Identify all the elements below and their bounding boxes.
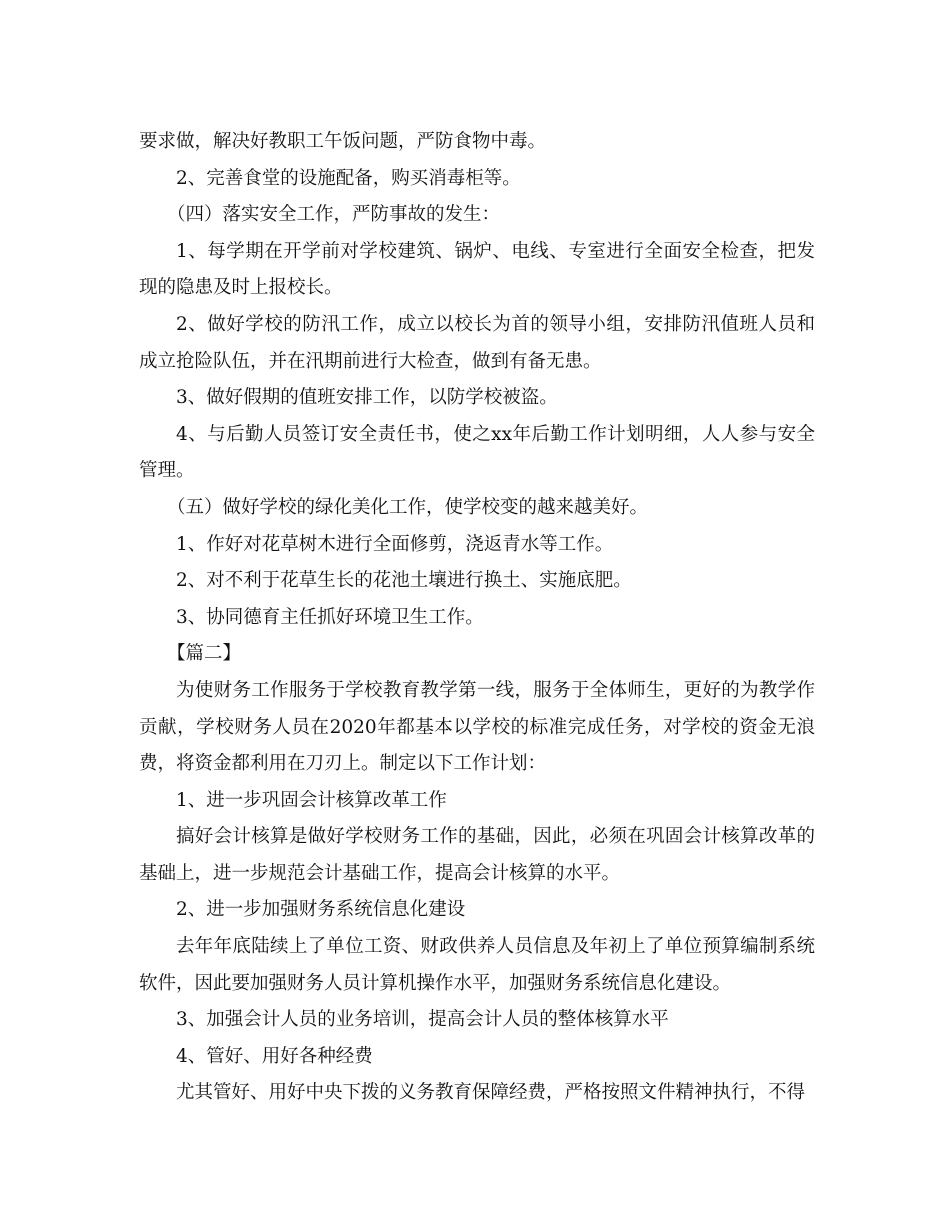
paragraph-4: 2、做好学校的防汛工作，成立以校长为首的领导小组，安排防汛值班人员和成立抢险队伍，并在汛期前进行大检查，做到有备无患。: [139, 313, 815, 372]
part-heading: 【篇二】: [167, 643, 242, 665]
paragraph-6: 4、与后勤人员签订安全责任书，使之xx年后勤工作计划明细，人人参与安全管理。: [139, 423, 815, 482]
paragraph-8: 2、对不利于花草生长的花池土壤进行换土、实施底肥。: [176, 570, 632, 592]
paragraph-1: 要求做，解决好教职工午饭问题，严防食物中毒。: [139, 131, 547, 152]
paragraph-9: 3、协同德育主任抓好环境卫生工作。: [176, 606, 484, 628]
paragraph-16: 4、管好、用好各种经费: [176, 1045, 373, 1067]
paragraph-15: 3、加强会计人员的业务培训，提高会计人员的整体核算水平: [176, 1009, 669, 1031]
paragraph-13: 2、进一步加强财务系统信息化建设: [176, 899, 466, 921]
paragraph-17: 尤其管好、用好中央下拨的义务教育保障经费，严格按照文件精神执行，不得: [176, 1082, 806, 1104]
paragraph-7: 1、作好对花草树木进行全面修剪，浇返青水等工作。: [176, 533, 614, 555]
paragraph-3: 1、每学期在开学前对学校建筑、锅炉、电线、专室进行全面安全检查，把发现的隐患及时上报校长。: [139, 240, 815, 299]
paragraph-2: 2、完善食堂的设施配备，购买消毒柜等。: [176, 167, 521, 189]
document-body: [139, 124, 815, 1112]
section-heading-4: （四）落实安全工作，严防事故的发生：: [167, 204, 501, 226]
paragraph-5: 3、做好假期的值班安排工作，以防学校被盗。: [176, 387, 558, 409]
section-heading-5: （五）做好学校的绿化美化工作，使学校变的越来越美好。: [167, 496, 649, 518]
paragraph-10: 为使财务工作服务于学校教育教学第一线，服务于全体师生，更好的为教学作贡献，学校财务人员在2020年都基本以学校的标准完成任务，对学校的资金无浪费，将资金都利用在刀刃上。制定以下工作计划：: [139, 679, 815, 775]
paragraph-14: 去年年底陆续上了单位工资、财政供养人员信息及年初上了单位预算编制系统软件，因此要加强财务人员计算机操作水平，加强财务系统信息化建设。: [139, 936, 815, 994]
paragraph-11: 1、进一步巩固会计核算改革工作: [176, 789, 447, 811]
paragraph-12: 搞好会计核算是做好学校财务工作的基础，因此，必须在巩固会计核算改革的基础上，进一步规范会计基础工作，提高会计核算的水平。: [139, 826, 815, 884]
